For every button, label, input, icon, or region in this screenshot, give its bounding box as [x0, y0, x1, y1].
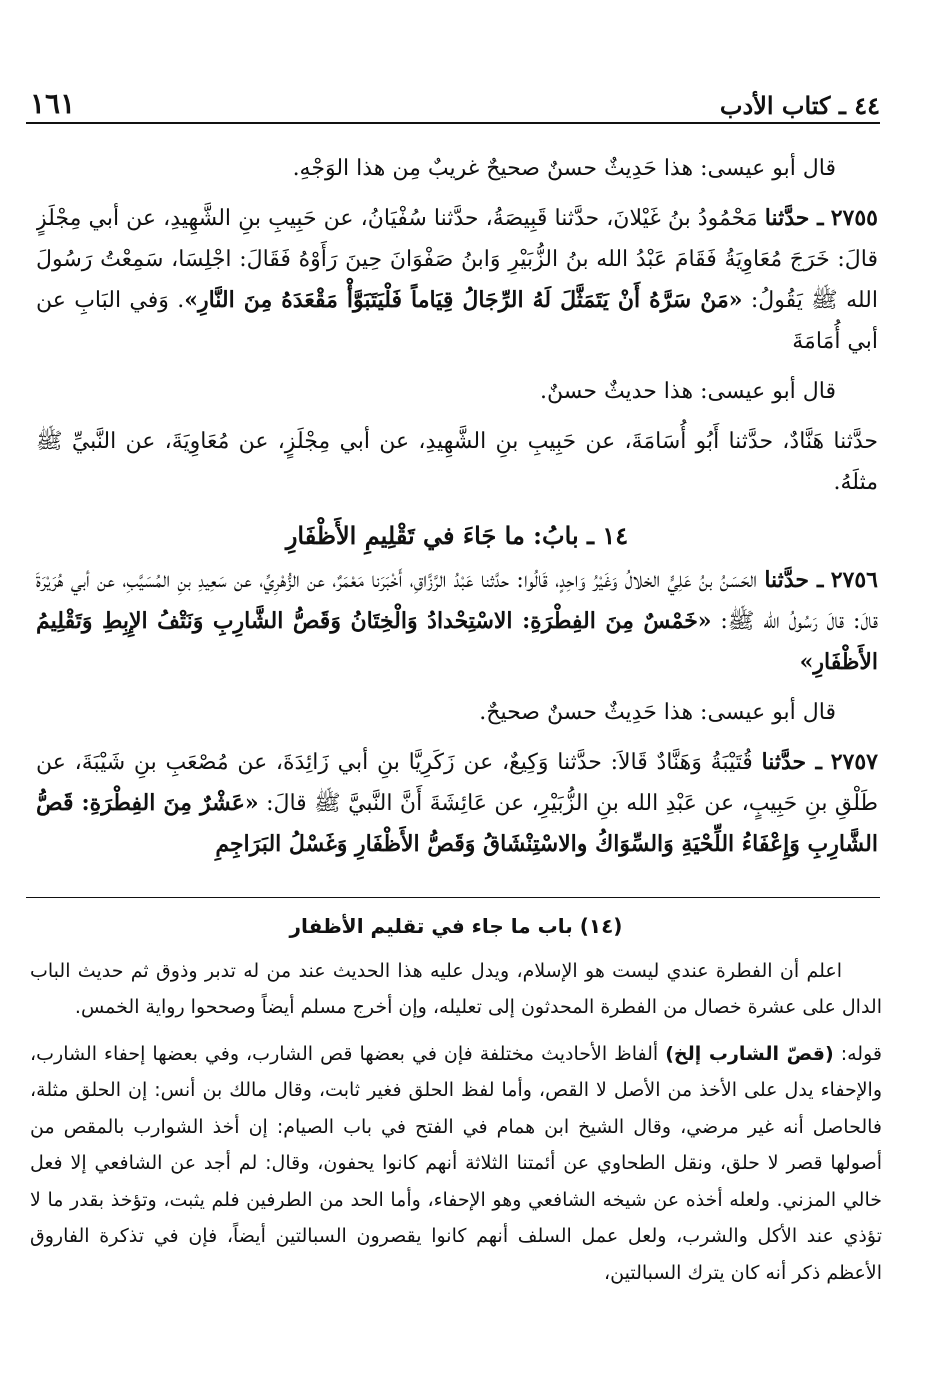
abu-isa-comment: قال أبو عيسى: هذا حديثٌ حسنٌ. — [539, 379, 836, 404]
isnad-text: الحَسَنُ بنُ عَلِيٍّ الخلالُ وَغَيْرُ وَاحِدٍ، قَالُوا: حدَّثنا عَبْدُ الرَّزَّاقِ، أَخْبَرَنا مَعْمَرٌ، عن الزُّهْرِيِّ، عن سَعِيدِ بنِ المُسَيَّبِ، عن أبي هُرَيْرَةَ قالَ: قالَ رَسُولُ الله ﷺ: — [36, 568, 878, 634]
hadith-number: ٢٧٥٧ — [830, 749, 878, 775]
page-number: ١٦١ — [30, 87, 76, 120]
hadith-2756: ٢٧٥٦ ـ حدَّثنا الحَسَنُ بنُ عَلِيٍّ الخلالُ وَغَيْرُ وَاحِدٍ، قَالُوا: حدَّثنا عَبْدُ الرَّزَّاقِ، أَخْبَرَنا مَعْمَرٌ، عن الزُّهْرِيِّ، عن سَعِيدِ بنِ المُسَيَّبِ، عن أبي هُرَيْرَةَ قالَ: قالَ رَسُولُ الله ﷺ: «خَمْسٌ مِنَ الفِطْرَةِ: الاسْتِحْدادُ وَالْخِتَانُ وَقَصُّ الشَّارِبِ وَنَتْفُ الإِبِطِ وَتَقْلِيمُ الأَظْفَارِ» — [36, 567, 878, 675]
hadith-2755: ٢٧٥٥ ـ حدَّثنا مَحْمُودُ بنُ غَيْلانَ، حدَّثنا قَبِيصَةُ، حدَّثنا سُفْيَانُ، عن حَبِيبِ بنِ الشَّهِيدِ، عن أبي مِجْلَزٍ قالَ: خَرَجَ مُعَاوِيَةُ فَقَامَ عَبْدُ الله بنُ الزُّبَيْرِ وَابنُ صَفْوَانَ حِينَ رَأَوْهُ فَقَالَ: اجْلِسَا، سَمِعْتُ رَسُولَ الله ﷺ يَقُولُ: «مَنْ سَرَّهُ أَنْ يَتَمَثَّلَ لَهُ الرِّجَالُ قِيَاماً فَلْيَتَبَوَّأْ مَقْعَدَهُ مِنَ النَّارِ». وَفي البَابِ عن أبي أُمَامَةَ — [36, 205, 878, 354]
hadith-quote: «مَنْ سَرَّهُ أَنْ يَتَمَثَّلَ لَهُ الرِّجَالُ قِيَاماً فَلْيَتَبَوَّأْ مَقْعَدَهُ مِنَ النَّارِ» — [184, 287, 743, 313]
haddathana-word: حدَّثنا — [764, 567, 809, 593]
header-rule — [26, 122, 880, 124]
hadith-number: ٢٧٥٦ — [830, 567, 878, 593]
commentary-label: (قصّ الشارب إلخ) — [665, 1042, 834, 1065]
commentary-text: ألفاظ الأحاديث مختلفة فإن في بعضها قص الشارب، وفي بعضها إحفاء الشارب، والإحفاء يدل على الأخذ من الأصل لا القص، وأما لفظ الحلق فغير ثابت، وقال مالك بن أنس: إن الحلق مثلة، فالحاصل أنه غير مرضي، وقال الشيخ ابن همام في الفتح في باب الصيام: إن أخذ الشوارب بالمقص من أصولها قصر لا حلق، ونقل الطحاوي عن أئمتنا الثلاثة أنهم كانوا يحفون، وقال: لم أجد عن الشافعي إلا فعل خالي المزني. ولعله أخذه عن شيخه الشافعي وهو الإحفاء، وأما الحد من الطرفين فلم يثبت، وتؤخذ بقدر ما لا تؤذي عند الأكل والشرب، ولعل عمل السلف أنهم كانوا يقصرون السبالتين أيضاً، فإن في تذكرة الفاروق الأعظم ذكر أنه كان يترك السبالتين، — [30, 1042, 882, 1284]
hadith-quote: «خَمْسٌ مِنَ الفِطْرَةِ: الاسْتِحْدادُ وَالْخِتَانُ وَقَصُّ الشَّارِبِ وَنَتْفُ الإِبِطِ وَتَقْلِيمُ الأَظْفَارِ» — [36, 608, 878, 675]
commentary-heading: (١٤) باب ما جاء في تقليم الأظفار — [289, 914, 623, 938]
commentary-intro: قوله: — [840, 1042, 882, 1065]
hadith-2757: ٢٧٥٧ ـ حدَّثنا قُتَيْبَةُ وَهَنَّادٌ قَالاَ: حدَّثنا وَكِيعٌ، عن زَكَرِيَّا بنِ أبي زَائِدَةَ، عن مُصْعَبِ بنِ شَيْبَةَ، عن طَلْقِ بنِ حَبِيبٍ، عن عَبْدِ الله بنِ الزُّبَيْرِ، عن عَائِشَةَ أَنَّ النَّبيَّ ﷺ قالَ: «عَشْرٌ مِنَ الفِطْرَةِ: قَصُّ الشَّارِبِ وَإِعْفَاءُ اللِّحْيَةِ وَالسِّوَاكُ والاسْتِنْشَاقُ وَقَصُّ الأَظْفَارِ وَغَسْلُ البَرَاجِمِ — [36, 749, 878, 857]
abu-isa-comment: قال أبو عيسى: هذا حَدِيثٌ حسنٌ صحيحٌ. — [479, 700, 836, 725]
hadith-number: ٢٧٥٥ — [830, 205, 878, 231]
isnad-text: قُتَيْبَةُ وَهَنَّادٌ قَالاَ: حدَّثنا وَكِيعٌ، عن زَكَرِيَّا بنِ أبي زَائِدَةَ، عن مُصْعَبِ بنِ شَيْبَةَ، عن طَلْقِ بنِ حَبِيبٍ، عن عَبْدِ الله بنِ الزُّبَيْرِ، عن عَائِشَةَ أَنَّ النَّبيَّ ﷺ قالَ: — [36, 750, 878, 816]
hadith-quote: «عَشْرٌ مِنَ الفِطْرَةِ: قَصُّ الشَّارِبِ وَإِعْفَاءُ اللِّحْيَةِ وَالسِّوَاكُ والاسْتِنْشَاقُ وَقَصُّ الأَظْفَارِ وَغَسْلُ البَرَاجِمِ — [36, 790, 878, 857]
bab-heading: ١٤ ـ بابُ: ما جَاءَ في تَقْلِيمِ الأَظْفَارِ — [285, 521, 629, 550]
hadith-tail: . وَفي البَابِ عن أبي أُمَامَةَ — [36, 288, 878, 354]
commentary-separator — [26, 897, 880, 898]
abu-isa-comment: قال أبو عيسى: هذا حَدِيثٌ حسنٌ صحيحٌ غريبٌ مِن هذا الوَجْهِ. — [292, 156, 836, 181]
haddathana-word: حدَّثنا — [764, 205, 810, 231]
page-header — [30, 72, 880, 120]
hadith-paragraph: حدَّثنا هَنَّادٌ، حدَّثنا أَبُو أُسَامَةَ، عن حَبِيبِ بنِ الشَّهِيدِ، عن أبي مِجْلَزٍ، عن مُعَاوِيَةَ، عن النَّبيِّ ﷺ مثلَهُ. — [36, 429, 878, 495]
commentary-paragraph: اعلم أن الفطرة عندي ليست هو الإسلام، ويدل عليه هذا الحديث عند من له تدبر وذوق ثم حديث الباب الدال على عشرة خصال من الفطرة المحدثون إلى تعليله، وإن أخرج مسلم أيضاً وصححوا رواية الخمس. — [30, 959, 882, 1018]
chapter-title: ٤٤ ـ كتاب الأدب — [719, 91, 880, 120]
commentary-section — [30, 908, 882, 1354]
haddathana-word: حدَّثنا — [761, 749, 807, 775]
isnad-text: مَحْمُودُ بنُ غَيْلانَ، حدَّثنا قَبِيصَةُ، حدَّثنا سُفْيَانُ، عن حَبِيبِ بنِ الشَّهِيدِ، عن أبي مِجْلَزٍ قالَ: خَرَجَ مُعَاوِيَةُ فَقَامَ عَبْدُ الله بنُ الزُّبَيْرِ وَابنُ صَفْوَانَ حِينَ رَأَوْهُ فَقَالَ: اجْلِسَا، سَمِعْتُ رَسُولَ الله ﷺ يَقُولُ: — [36, 206, 878, 313]
commentary-paragraph — [30, 1036, 882, 1292]
hadith-text — [36, 148, 878, 888]
